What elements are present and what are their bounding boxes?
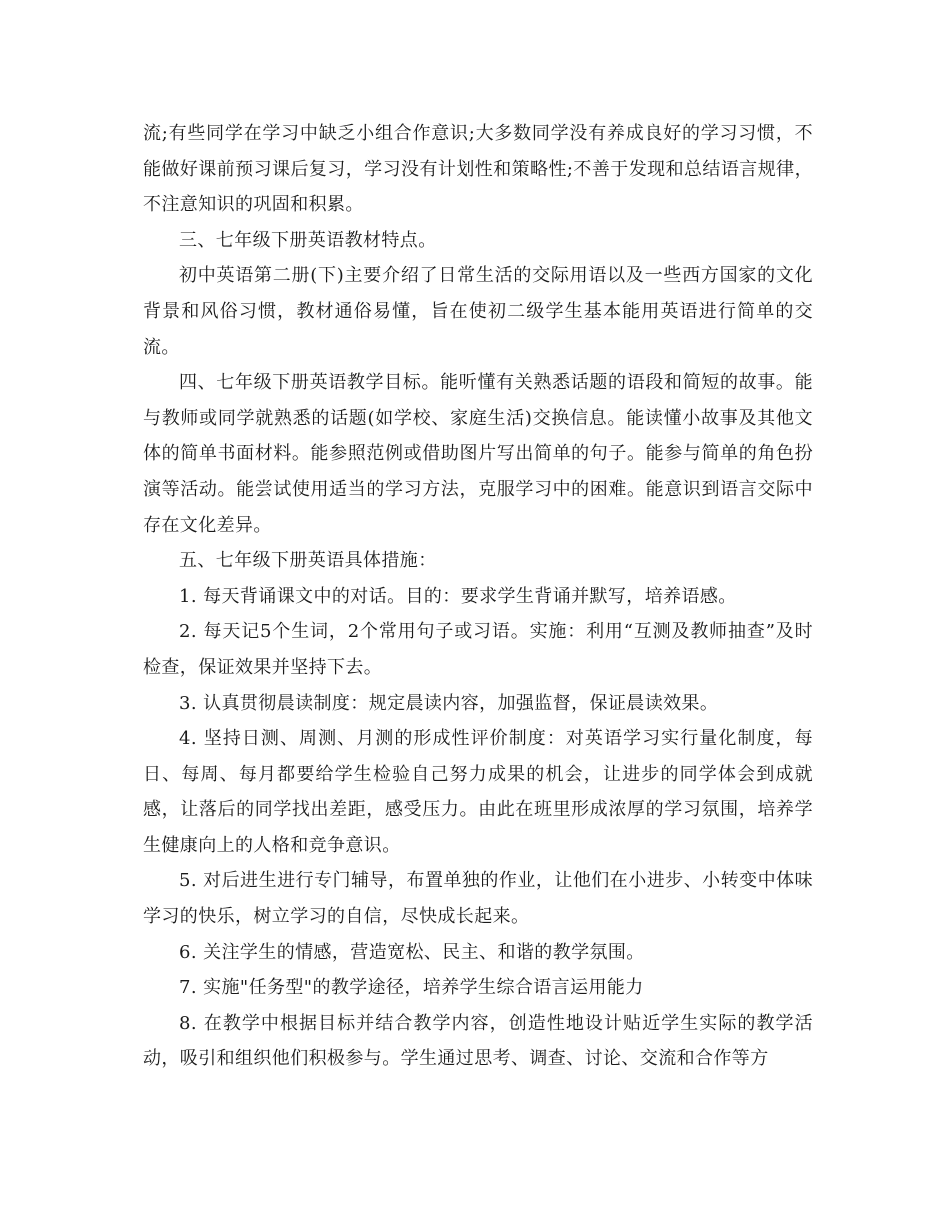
measure-item-7: 7. 实施"任务型"的教学途径，培养学生综合语言运用能力 — [179, 977, 644, 999]
measure-item-5: 5. 对后进生进行专门辅导，布置单独的作业，让他们在小进步、小转变中体味学习的快乐，树立学习的自信，尽快成长起来。 — [143, 870, 813, 928]
section-heading-textbook-features: 三、七年级下册英语教材特点。 — [179, 229, 437, 251]
measure-item-2: 2. 每天记5个生词，2个常用句子或习语。实施：利用“互测及教师抽查”及时检查，保证效果并坚持下去。 — [143, 621, 813, 678]
measure-item-1: 1. 每天背诵课文中的对话。目的：要求学生背诵并默写，培养语感。 — [179, 585, 737, 607]
measure-item-8: 8. 在教学中根据目标并结合教学内容，创造性地设计贴近学生实际的教学活动，吸引和组织他们积极参与。学生通过思考、调查、讨论、交流和合作等方 — [143, 1012, 813, 1070]
paragraph-textbook-description: 初中英语第二册(下)主要介绍了日常生活的交际用语以及一些西方国家的文化背景和风俗习惯，教材通俗易懂，旨在使初二级学生基本能用英语进行简单的交流。 — [143, 265, 813, 358]
measure-item-4: 4. 坚持日测、周测、月测的形成性评价制度：对英语学习实行量化制度，每日、每周、每月都要给学生检验自己努力成果的机会，让进步的同学体会到成就感，让落后的同学找出差距，感受压力。由此在班里形成浓厚的学习氛围，培养学生健康向上的人格和竞争意识。 — [143, 728, 813, 856]
measure-item-3: 3. 认真贯彻晨读制度：规定晨读内容，加强监督，保证晨读效果。 — [179, 692, 719, 714]
section-heading-measures: 五、七年级下册英语具体措施： — [179, 550, 437, 572]
measure-item-6: 6. 关注学生的情感，营造宽松、民主、和谐的教学氛围。 — [179, 941, 645, 963]
paragraph-continuation: 流;有些同学在学习中缺乏小组合作意识;大多数同学没有养成良好的学习习惯，不能做好课前预习课后复习，学习没有计划性和策略性;不善于发现和总结语言规律，不注意知识的巩固和积累。 — [143, 123, 813, 216]
document-body — [143, 116, 813, 1077]
paragraph-teaching-goals: 四、七年级下册英语教学目标。能听懂有关熟悉话题的语段和简短的故事。能与教师或同学就熟悉的话题(如学校、家庭生活)交换信息。能读懂小故事及其他文体的简单书面材料。能参照范例或借助图片写出简单的句子。能参与简单的角色扮演等活动。能尝试使用适当的学习方法，克服学习中的困难。能意识到语言交际中存在文化差异。 — [143, 372, 813, 536]
